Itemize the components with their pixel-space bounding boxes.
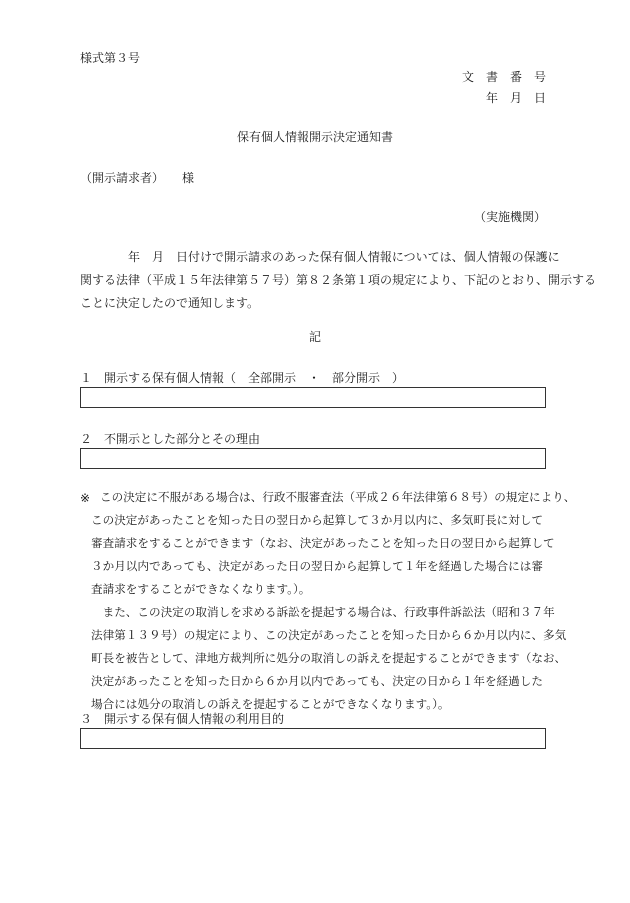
note-line: 審査請求をすることができます（なお、決定があったことを知った日の翌日から起算して <box>91 536 555 550</box>
intro-line: 関する法律（平成１５年法律第５７号）第８２条第１項の規定により、下記のとおり、開示する <box>80 273 597 287</box>
requester-line: （開示請求者） 様 <box>80 171 195 185</box>
section3-heading: ３ 開示する保有個人情報の利用目的 <box>80 712 285 726</box>
intro-paragraph <box>80 246 596 315</box>
section3-field[interactable] <box>80 728 546 749</box>
section1-heading: １ 開示する保有個人情報（ 全部開示 ・ 部分開示 ） <box>80 371 405 385</box>
section2-heading: ２ 不開示とした部分とその理由 <box>80 432 261 446</box>
note-line: 町長を被告として、津地方裁判所に処分の取消しの訴えを提起することができます（なお、 <box>91 651 567 665</box>
section2-field[interactable] <box>80 448 546 469</box>
date-label: 年 月 日 <box>485 91 546 105</box>
document-number-label: 文 書 番 号 <box>461 70 546 84</box>
note-line: 決定があったことを知った日から６か月以内であっても、決定の日から１年を経過した <box>91 674 543 688</box>
note-line: 場合には処分の取消しの訴えを提起することができなくなります。）。 <box>91 697 450 711</box>
note-line: また、この決定の取消しを求める訴訟を提起する場合は、行政事件訴訟法（昭和３７年 <box>91 605 555 619</box>
note-line: この決定があったことを知った日の翌日から起算して３か月以内に、多気町長に対して <box>91 513 544 527</box>
note-paragraph <box>91 486 575 716</box>
page-title: 保有個人情報開示決定通知書 <box>236 130 393 144</box>
note-line: この決定に不服がある場合は、行政不服審査法（平成２６年法律第６８号）の規定により、 <box>100 490 576 504</box>
note-line: 法律第１３９号）の規定により、この決定があったことを知った日から６か月以内に、多気 <box>91 628 567 642</box>
note-mark: ※ <box>80 491 91 505</box>
ki-heading: 記 <box>308 330 321 344</box>
intro-line: 年 月 日付けで開示請求のあった保有個人情報については、個人情報の保護に <box>80 250 560 264</box>
section1-field[interactable] <box>80 387 546 408</box>
form-number: 様式第３号 <box>80 51 141 65</box>
note-line: ３か月以内であっても、決定があった日の翌日から起算して１年を経過した場合には審 <box>91 559 543 573</box>
intro-line: ことに決定したので通知します。 <box>80 296 260 310</box>
note-line: 査請求をすることができなくなります。）。 <box>91 582 311 596</box>
implementing-agency: （実施機関） <box>473 210 546 224</box>
